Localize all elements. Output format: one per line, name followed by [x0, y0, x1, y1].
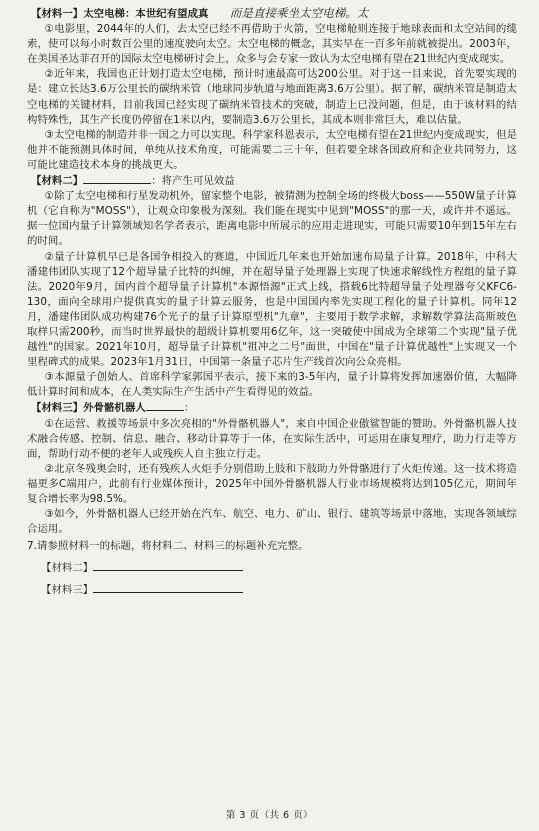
material-3-para-2: ②北京冬残奥会时，还有残疾人火炬手分别借助上肢和下肢助力外骨骼进行了火炬传递。这一技术将造福更多C端用户，此前有行业媒体预计，2025年中国外骨骼机器人行业市场规模将达到105亿元，期间年复合增长率为98.5%。: [27, 462, 517, 505]
material-2-title: ：将产生可见效益: [151, 175, 235, 188]
answer-label-material-3: 【材料三】: [41, 584, 94, 597]
page-footer: 第 3 页（共 6 页）: [225, 809, 314, 821]
material-3-label: 【材料三】外骨骼机器人: [31, 402, 146, 415]
material-3-header: [27, 400, 517, 416]
material-3-title-tail: ：: [183, 402, 195, 415]
answer-line-material-3: [27, 582, 517, 598]
answer-line-material-2: [27, 560, 517, 576]
material-1-para-1: ①电影里，2044年的人们，去太空已经不再借助于火箭，空电梯舱则连接于地球表面和太空站间的缆索，使可以每小时数百公里的速度驶向太空。太空电梯的概念，其实早在一百多年前就被提出。2003年，在美国圣达菲召开的国际太空电梯研讨会上，众多与会专家一致认为太空电梯有望在21世纪内变成现实。: [27, 23, 517, 66]
answer-label-material-2: 【材料二】: [41, 562, 94, 575]
material-2-para-2: ②量子计算机早已是各国争相投入的赛道，中国近几年来也开始加速布局量子计算。2018年，中科大潘建伟团队实现了12个超导量子比特的纠缠，并在超导量子处理器上实现了快速求解线性方程组的量子算法。2020年9月，国内首个超导量子计算机"本源悟源"正式上线，搭载6比特超导量子处理器夸父KFC6-130，面向全球用户提供真实的量子计算云服务，也是中国国内率先实现工程化的量子计算机。同年12月，潘建伟团队成功构建76个光子的量子计算原型机"九章"，主要用于数学求解，求解数学算法高斯玻色取样只需200秒，而当时世界最快的超级计算机要用6亿年，这一突破使中国成为全球第二个实现"量子优越性"的国家。2021年10月，超导量子计算机"祖冲之二号"面世，中国在"量子计算优越性"上实现又一个里程碑式的成果。2023年1月31日，中国第一条量子芯片生产线首次向公众亮相。: [27, 250, 517, 369]
material-2-label: 【材料二】: [31, 175, 84, 188]
material-2-para-3: ③本源量子创始人、首席科学家郭国平表示，接下来的3-5年内，量子计算将发挥加速器价值，大幅降低计算时间和成本，在人类实际生产生活中产生看得见的效益。: [27, 371, 517, 399]
material-3-para-1: ①在运营、救援等场景中多次亮相的"外骨骼机器人"，来自中国企业傲鲨智能的赞助。外骨骼机器人技术融合传感、控制、信息、融合、移动计算等于一体，在实际生活中，可运用在康复理疗，助力行走等方面，帮助行动不便的老年人或残疾人自主独立行走。: [27, 417, 517, 460]
answer-blank-material-3[interactable]: [93, 582, 243, 593]
material-2-para-1: ①除了太空电梯和行星发动机外，留家整个电影，被猜测为控制全场的终极大boss——550W量子计算机（它自称为"MOSS"），让观众印象极为深刻。我们能在现实中见到"MOSS"的那一天，或许并不遥远。据一位国内量子计算领域知名学者表示，距离电影中所展示的应用走进现实，可能只需要10年到15年左右的时间。: [27, 190, 517, 248]
material-1-title: 太空电梯：本世纪有望成真: [83, 8, 209, 20]
material-1-para-3: ③太空电梯的制造并非一国之力可以实现。科学家科恩表示，太空电梯有望在21世纪内变成现实，但是他并不能预测具体时间，单纯从技术角度，可能需要二三十年，但若要全球各国政府和企业共同努力，这可能比建造技术本身的挑战更大。: [27, 128, 517, 171]
material-3-title-blank[interactable]: [146, 400, 184, 411]
material-1-para-2: ②近年来，我国也正计划打造太空电梯，预计时速最高可达200公里。对于这一目来说，首先要实现的是：建立长达3.6万公里长的碳纳米管（地球同步轨道与地面距离3.6万公里）。据了解，碳纳米管是制造太空电梯的关键材料，目前我国已经实现了碳纳米管技术的突破，制造上已没问题，但是，由于该材料的结构特殊性，其生产长度仍停留在1米以内，要制造3.6万公里长，其成本则非常巨大，难以估量。: [27, 68, 517, 126]
material-1-header: [27, 6, 517, 22]
material-3-para-3: ③如今，外骨骼机器人已经开始在汽车、航空、电力、矿山、银行、建筑等场景中落地，实现各领域综合运用。: [27, 508, 517, 536]
question-7: 7.请参照材料一的标题，将材料二、材料三的标题补充完整。: [27, 540, 309, 553]
material-1-handwritten-note: 而是直接乘坐太空电梯。太: [229, 6, 369, 20]
answer-blank-material-2[interactable]: [93, 560, 243, 571]
material-2-title-blank[interactable]: [83, 173, 151, 184]
material-1-label: 【材料一】: [31, 8, 84, 20]
material-2-header: [27, 173, 517, 189]
